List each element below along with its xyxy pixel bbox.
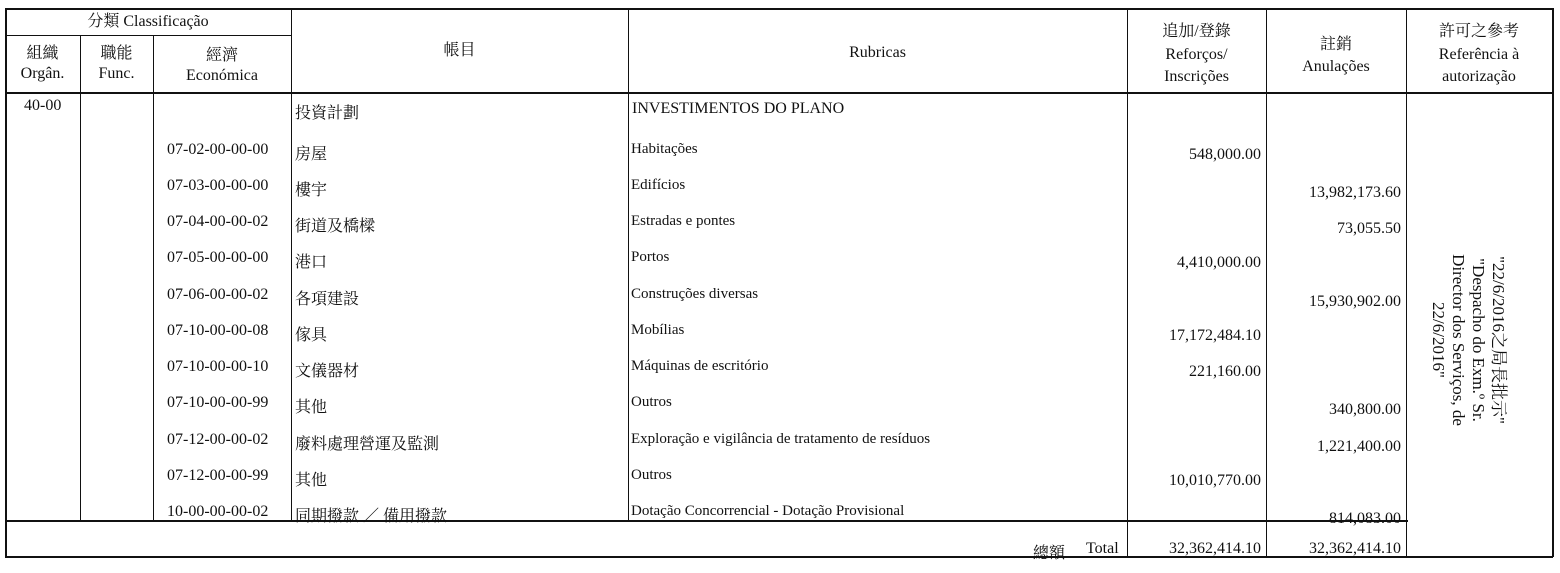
row-account-zh: 廢料處理營運及監測 bbox=[295, 436, 440, 453]
reinforcements-header-pt2: Inscrições bbox=[1164, 68, 1229, 85]
reference-header-zh: 許可之參考 bbox=[1438, 23, 1519, 40]
row-rubrica-pt: Outros bbox=[631, 394, 672, 410]
reinforcements-header-pt1: Reforços/ bbox=[1165, 46, 1228, 63]
col-line-3 bbox=[291, 8, 292, 521]
rubricas-header: Rubricas bbox=[849, 44, 906, 61]
row-economic-code: 07-05-00-00-00 bbox=[167, 249, 269, 266]
row-economic-code: 07-10-00-00-08 bbox=[167, 322, 269, 339]
row-economic-code: 07-03-00-00-00 bbox=[167, 177, 269, 194]
row-economic-code: 07-02-00-00-00 bbox=[167, 141, 269, 158]
left-border bbox=[5, 8, 7, 557]
row-anulacao: 814,083.00 bbox=[1329, 510, 1401, 527]
row-reforco: 10,010,770.00 bbox=[1169, 472, 1261, 489]
row-anulacao: 340,800.00 bbox=[1329, 401, 1401, 418]
header-divider bbox=[5, 92, 1553, 94]
row-account-zh: 同期撥款 ／ 備用撥款 bbox=[295, 508, 448, 525]
row-anulacao: 1,221,400.00 bbox=[1317, 438, 1401, 455]
section-title-zh: 投資計劃 bbox=[295, 105, 360, 122]
row-anulacao: 13,982,173.60 bbox=[1309, 184, 1401, 201]
cancellations-header-zh: 註銷 bbox=[1319, 36, 1352, 53]
organic-header-zh: 組織 bbox=[26, 45, 59, 62]
total-label-pt: Total bbox=[1086, 540, 1119, 557]
row-rubrica-pt: Construções diversas bbox=[631, 286, 759, 302]
top-border bbox=[5, 8, 1553, 10]
authorization-text: "22/6/2016之局長批示" "Despacho do Exm.º Sr. Director dos Serviços, de 22/6/2016" bbox=[1429, 254, 1508, 426]
row-rubrica-pt: Portos bbox=[631, 249, 670, 265]
row-rubrica-pt: Habitações bbox=[631, 141, 698, 157]
row-rubrica-pt: Máquinas de escritório bbox=[631, 358, 769, 374]
total-reforcos: 32,362,414.10 bbox=[1169, 540, 1261, 557]
row-rubrica-pt: Exploração e vigilância de tratamento de resíduos bbox=[631, 431, 931, 447]
functional-header-zh: 職能 bbox=[100, 45, 133, 62]
authorization-cell bbox=[1408, 230, 1528, 450]
organic-code: 40-00 bbox=[24, 97, 62, 114]
row-account-zh: 港口 bbox=[295, 254, 328, 271]
row-rubrica-pt: Outros bbox=[631, 467, 672, 483]
row-rubrica-pt: Mobílias bbox=[631, 322, 685, 338]
row-rubrica-pt: Dotação Concorrencial - Dotação Provisional bbox=[631, 503, 905, 519]
row-economic-code: 07-04-00-00-02 bbox=[167, 213, 269, 230]
row-account-zh: 房屋 bbox=[295, 146, 328, 163]
total-label-zh: 總額 bbox=[1033, 545, 1066, 562]
economic-header-pt: Económica bbox=[186, 67, 258, 84]
row-reforco: 221,160.00 bbox=[1189, 363, 1261, 380]
functional-header-pt: Func. bbox=[98, 65, 135, 82]
row-account-zh: 樓宇 bbox=[295, 182, 328, 199]
col-line-1 bbox=[80, 35, 81, 521]
row-anulacao: 15,930,902.00 bbox=[1309, 293, 1401, 310]
col-line-4 bbox=[628, 8, 629, 521]
reference-header-pt1: Referência à bbox=[1438, 46, 1520, 63]
row-account-zh: 其他 bbox=[295, 472, 328, 489]
section-title-pt: INVESTIMENTOS DO PLANO bbox=[632, 100, 845, 117]
row-rubrica-pt: Estradas e pontes bbox=[631, 213, 736, 229]
row-economic-code: 07-12-00-00-99 bbox=[167, 467, 269, 484]
row-account-zh: 傢具 bbox=[295, 327, 328, 344]
classification-header: 分類 Classificação bbox=[87, 13, 209, 30]
reference-header-pt2: autorização bbox=[1442, 68, 1516, 85]
reinforcements-header-zh: 追加/登錄 bbox=[1162, 23, 1231, 40]
cancellations-header-pt: Anulações bbox=[1302, 58, 1370, 75]
row-reforco: 4,410,000.00 bbox=[1177, 254, 1261, 271]
col-line-2 bbox=[153, 35, 154, 521]
row-economic-code: 07-12-00-00-02 bbox=[167, 431, 269, 448]
row-reforco: 548,000.00 bbox=[1189, 146, 1261, 163]
row-account-zh: 文儀器材 bbox=[295, 363, 360, 380]
right-border bbox=[1552, 8, 1554, 557]
row-economic-code: 07-10-00-00-10 bbox=[167, 358, 269, 375]
row-anulacao: 73,055.50 bbox=[1337, 220, 1401, 237]
row-economic-code: 10-00-00-00-02 bbox=[167, 503, 269, 520]
total-anulacoes: 32,362,414.10 bbox=[1309, 540, 1401, 557]
row-reforco: 17,172,484.10 bbox=[1169, 327, 1261, 344]
row-account-zh: 街道及橋樑 bbox=[295, 218, 376, 235]
economic-header-zh: 經濟 bbox=[205, 47, 238, 64]
col-line-7 bbox=[1406, 8, 1407, 557]
classification-divider bbox=[5, 35, 291, 36]
row-account-zh: 其他 bbox=[295, 399, 328, 416]
col-line-6 bbox=[1266, 8, 1267, 557]
organic-header-pt: Orgân. bbox=[20, 65, 65, 82]
row-economic-code: 07-10-00-00-99 bbox=[167, 394, 269, 411]
account-header: 帳目 bbox=[443, 42, 476, 59]
row-rubrica-pt: Edifícios bbox=[631, 177, 686, 193]
row-economic-code: 07-06-00-00-02 bbox=[167, 286, 269, 303]
row-account-zh: 各項建設 bbox=[295, 291, 360, 308]
